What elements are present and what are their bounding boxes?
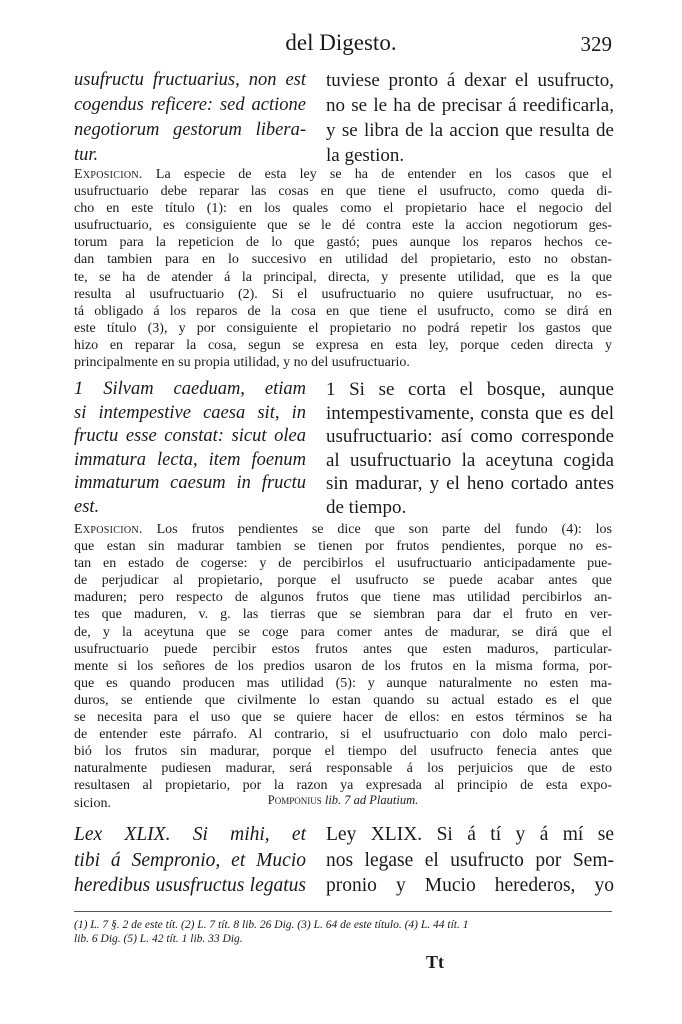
latin-line: est. xyxy=(74,496,100,517)
latin-line: immatura lecta, item foenum xyxy=(74,449,306,470)
page-number: 329 xyxy=(580,32,612,56)
exposicion-line: cho en este título (1): en los quales como el propietario hace el negocio del xyxy=(74,201,612,217)
latin-column xyxy=(74,822,306,899)
exposicion-line: que es quando producen mas utilidad (5): y aunque naturalmente no esten ma- xyxy=(74,675,612,691)
exposicion-line: resulta al usufructuario (2). Si el usufructuario no quiere usufructuar, no es- xyxy=(74,286,612,302)
spanish-line: no se le ha de precisar á reedificarla, xyxy=(326,95,614,116)
exposicion-line: Exposicion. La especie de esta ley se ha de entender en los casos que el xyxy=(74,167,612,182)
latin-line: cogendus reficere: sed actione xyxy=(74,95,306,115)
exposicion-line: usufructuario debe reparar las cosas en que tiene el usufructo, como queda di- xyxy=(74,184,612,200)
exposicion-line: que estan sin madurar tambien se tienen por frutos pendientes, porque no es- xyxy=(74,539,612,555)
spanish-line: Ley XLIX. Si á tí y á mí se xyxy=(326,824,614,845)
exposicion-line: dan tambien para en lo succesivo en utilidad del propietario, esto no obstan- xyxy=(74,252,612,268)
exposicion-line: maduren; pero respecto de algunos frutos que tiene mas utilidad percibirlos an- xyxy=(74,590,612,606)
running-title: del Digesto. xyxy=(285,30,397,55)
footnote-divider xyxy=(74,911,612,912)
spanish-column xyxy=(326,822,614,899)
exposicion-line: bió los frutos sin madurar, porque el tiempo del usufructo fenecia antes que xyxy=(74,744,612,760)
exposicion-line: duros, se entiende que civilmente lo estan quando su actual estado es el que xyxy=(74,692,612,708)
spanish-column xyxy=(326,68,614,168)
latin-line: si intempestive caesa sit, in xyxy=(74,402,306,423)
exposicion-label: Exposicion. xyxy=(74,167,143,182)
latin-line: Lex XLIX. Si mihi, et xyxy=(74,824,306,845)
exposicion-line: tan en estado de cogerse: y de percibirlos el usufructuario anticipadamente pue- xyxy=(74,556,612,572)
latin-line: fructu esse constat: sicut olea xyxy=(74,426,306,447)
spanish-line: sin madurar, y el heno cortado antes xyxy=(326,473,614,495)
footnote-line: (1) L. 7 §. 2 de este tít. (2) L. 7 tít. 8 lib. 26 Dig. (3) L. 64 de este título. (4) L. 44 tít. 1 xyxy=(74,919,469,931)
spanish-line: y se libra de la accion que resulta de xyxy=(326,120,614,141)
attribution-author: Pomponius xyxy=(267,793,322,807)
exposicion-line: sicion. xyxy=(74,795,111,811)
latin-line: tibi á Sempronio, et Mucio xyxy=(74,849,306,871)
footnotes xyxy=(74,918,612,946)
attribution-source: lib. 7 ad Plautium. xyxy=(324,793,419,807)
exposicion-line: de perjudicar al propietario, porque el usufructo se puede acabar antes que xyxy=(74,573,612,589)
exposicion-line: tá obligado á los reparos de la cosa en que tiene el usufructo, como se dirá en xyxy=(74,303,612,319)
exposicion-line: resultasen al propietario, por la razon ya expresada al principio de esta expo- xyxy=(74,778,612,794)
exposicion-line: mente si los señores de los predios usaron de los frutos en la misma forma, por- xyxy=(74,658,612,674)
exposicion-line: se necesita para el uso que se quiere hacer de ellos: en estos términos se ha xyxy=(74,710,612,726)
spanish-line: pronio y Mucio herederos, yo xyxy=(326,875,614,896)
exposicion-line: usufructuario puede percibir estos frutos antes que esten maduros, particular- xyxy=(74,641,612,657)
exposicion-paragraph xyxy=(74,166,612,371)
exposicion-line: este título (3), y por consiguiente el propietario no podrá repetir los gastos que xyxy=(74,320,612,336)
exposicion-paragraph xyxy=(74,521,612,812)
exposicion-line: usufructuario, es consiguiente que se le dé contra este la accion negotiorum ges- xyxy=(74,218,612,234)
source-attribution xyxy=(74,793,612,808)
footnote-line: lib. 6 Dig. (5) L. 42 tít. 1 lib. 33 Dig. xyxy=(74,933,243,945)
latin-line: negotiorum gestorum libera- xyxy=(74,120,306,140)
exposicion-label: Exposicion. xyxy=(74,522,143,537)
spanish-line: al usufructuario la aceytuna cogida xyxy=(326,449,614,471)
exposicion-line: naturalmente pudiesen madurar, será responsable á los perjuicios que de esto xyxy=(74,761,612,777)
spanish-line: 1 Si se corta el bosque, aunque xyxy=(326,379,614,400)
exposicion-line: de entender este párrafo. Al contrario, si el usufructuario con dolo malo perci- xyxy=(74,727,612,743)
latin-line: usufructu fructuarius, non est xyxy=(74,70,306,90)
page-header xyxy=(70,30,612,62)
exposicion-line: tes que maduren, v. g. las tierras que se siembran para dar el fruto en ver- xyxy=(74,607,612,623)
latin-column xyxy=(74,68,306,168)
exposicion-line: torum para la repeticion de lo que gastó; pues aunque los reparos hechos ce- xyxy=(74,235,612,251)
spanish-line: intempestivamente, consta que es del xyxy=(326,402,614,424)
spanish-column xyxy=(326,378,614,520)
latin-line: 1 Silvam caeduam, etiam xyxy=(74,379,306,399)
spanish-line: tuviese pronto á dexar el usufructo, xyxy=(326,70,614,91)
exposicion-line: te, se ha de atender á la principal, directa, y presente utilidad, que es la que xyxy=(74,269,612,285)
exposicion-line: de, y la aceytuna que se coge para comer antes de madurar, se dirá que el xyxy=(74,624,612,640)
signature-mark: Tt xyxy=(426,952,444,972)
exposicion-line: principalmente en su propia utilidad, y no del usufructuario. xyxy=(74,355,410,371)
exposicion-line: hizo en reparar la cosa, segun se expresa en esta ley, porque ceden directa y xyxy=(74,337,612,353)
exposicion-line: Exposicion. Los frutos pendientes se dice que son parte del fundo (4): los xyxy=(74,522,612,537)
latin-column xyxy=(74,378,306,520)
latin-line: heredibus ususfructus legatus xyxy=(74,875,306,896)
spanish-line: nos legase el usufructo por Sem- xyxy=(326,849,614,871)
spanish-line: la gestion. xyxy=(326,145,405,166)
spanish-line: usufructuario: así como corresponde xyxy=(326,426,614,448)
latin-line: tur. xyxy=(74,145,99,165)
spanish-line: de tiempo. xyxy=(326,496,407,518)
latin-line: immaturum caesum in fructu xyxy=(74,473,306,494)
